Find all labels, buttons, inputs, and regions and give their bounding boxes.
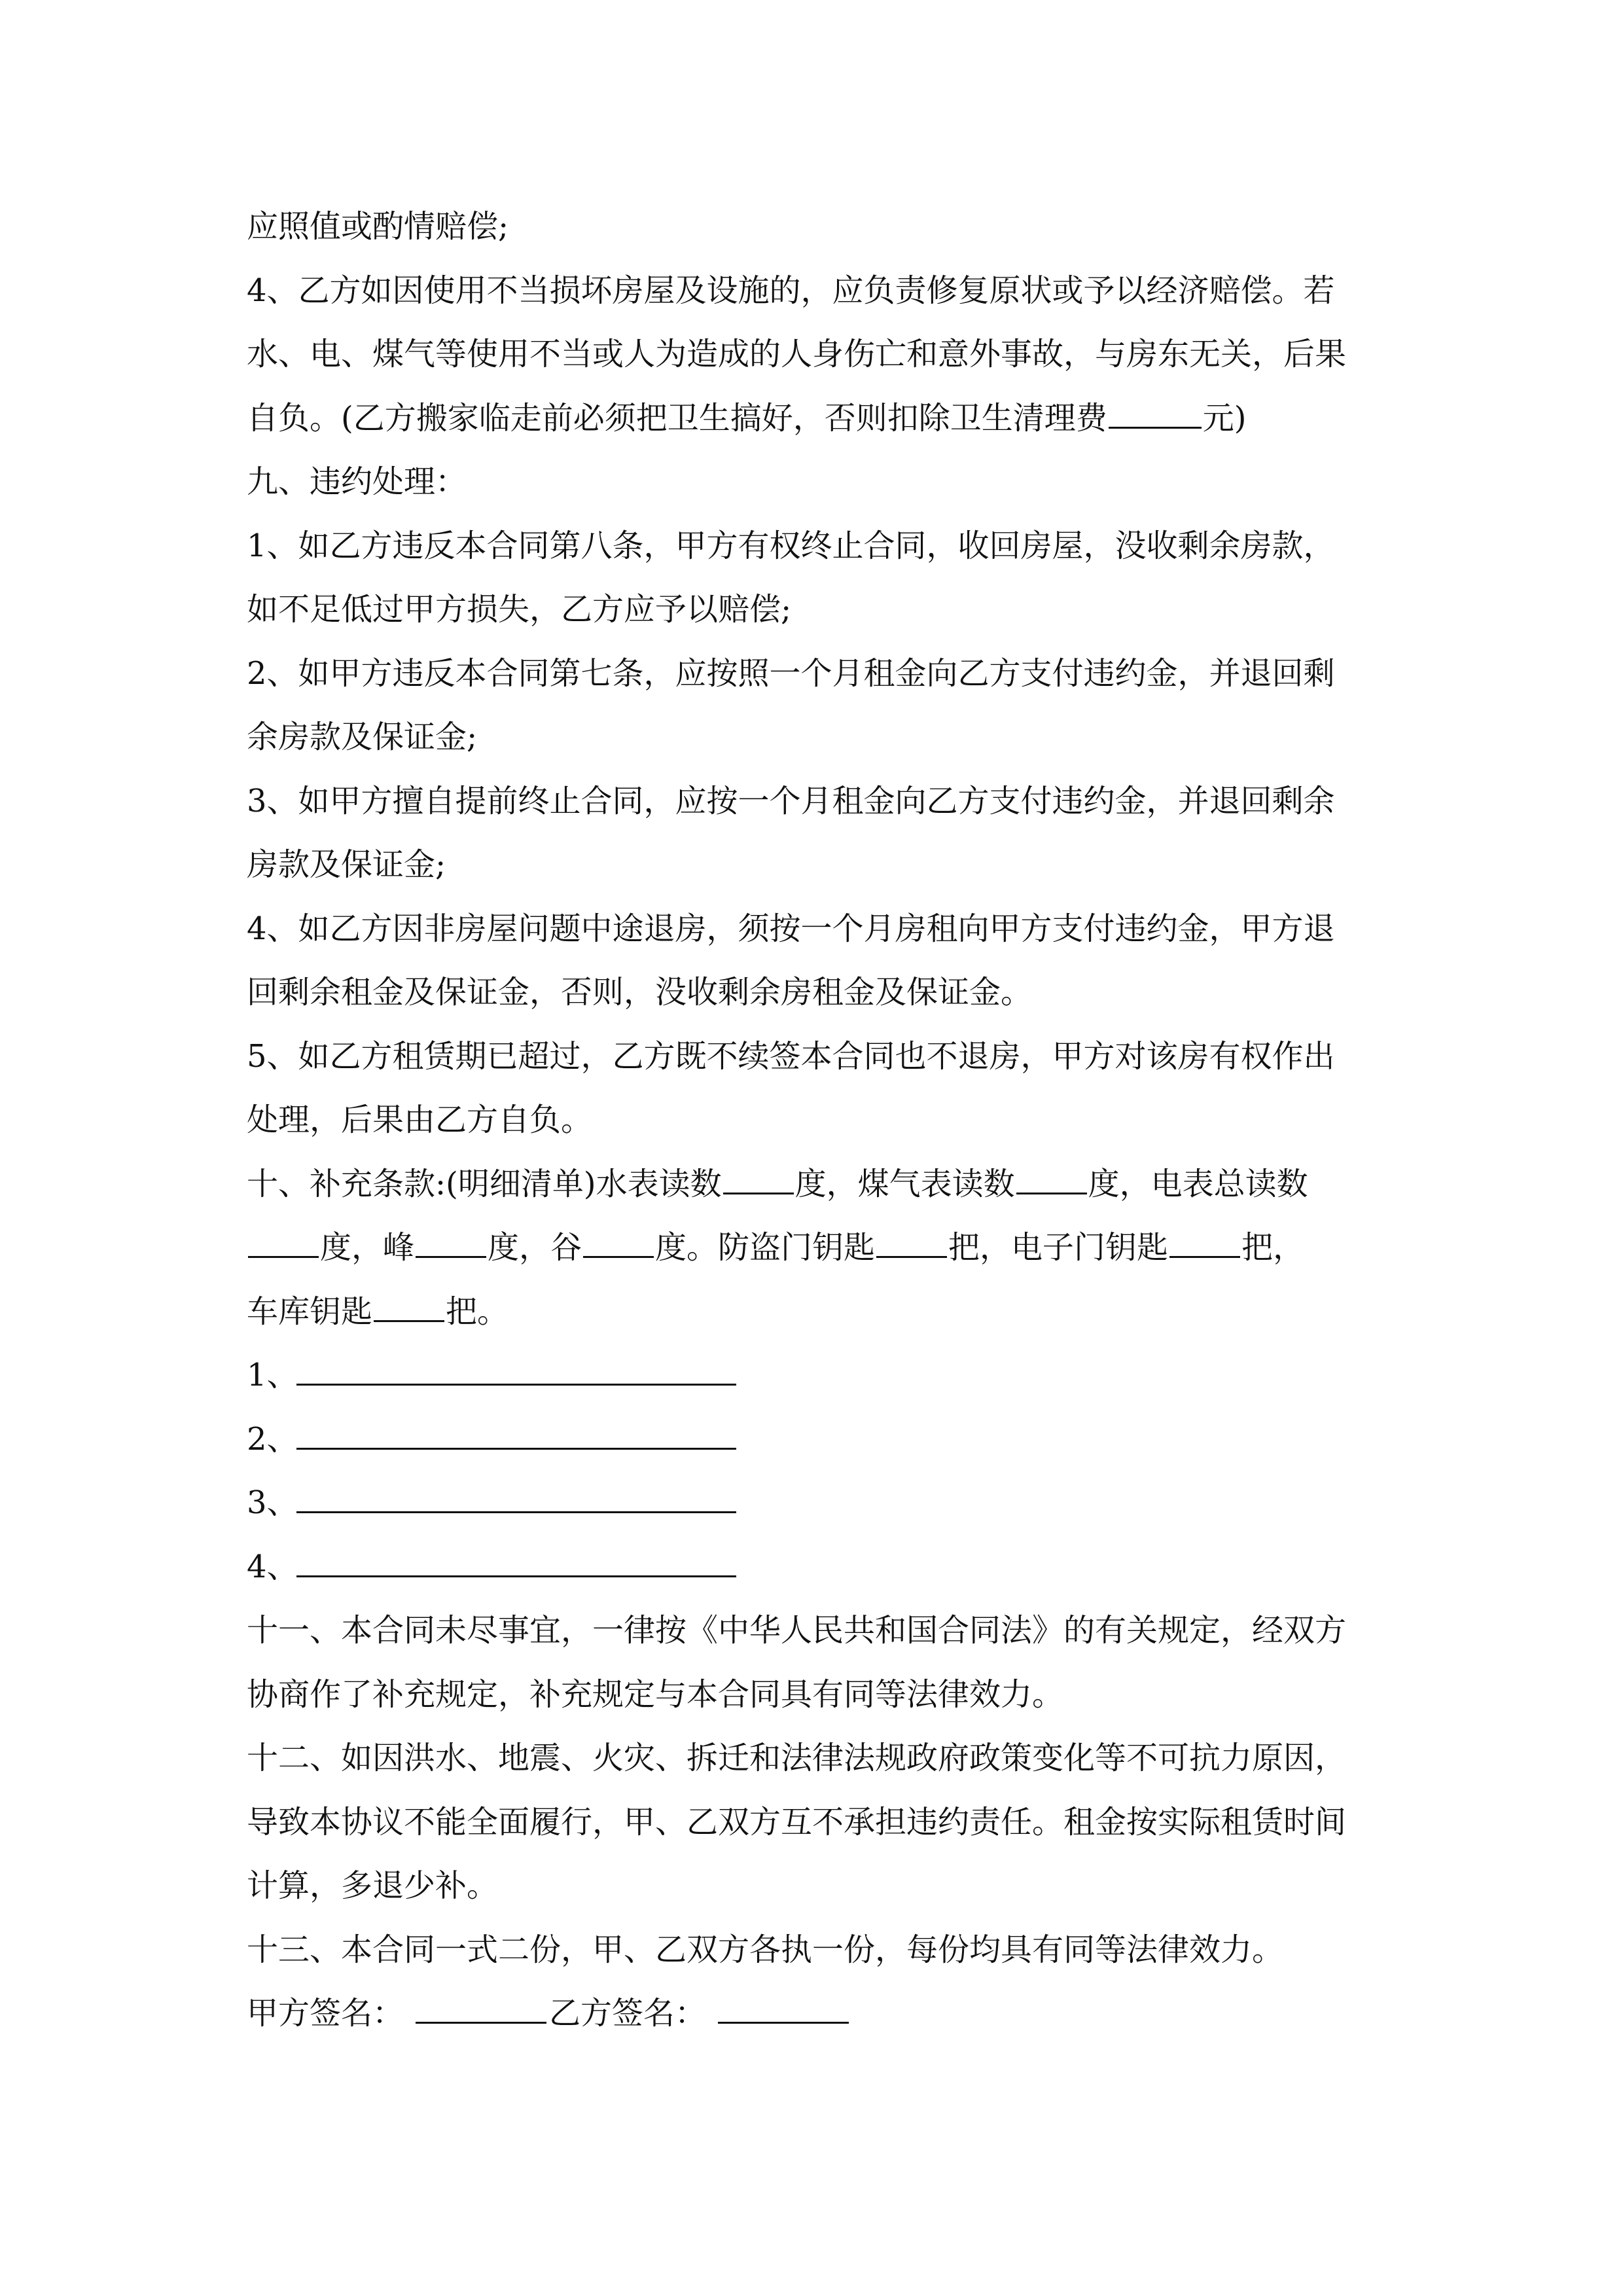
supplement-item-blank[interactable] <box>296 1541 736 1577</box>
section-12-line: 十二、如因洪水、地震、火灾、拆迁和法律法规政府政策变化等不可抗力原因， <box>247 1740 1347 1776</box>
cleanup-fee-blank[interactable] <box>1109 393 1202 429</box>
section-9-line: 余房款及保证金; <box>247 719 478 755</box>
party-b-signature-field[interactable] <box>718 1988 849 2024</box>
section-9-line: 处理，后果由乙方自负。 <box>247 1102 593 1138</box>
section-11-line: 协商作了补充规定，补充规定与本合同具有同等法律效力。 <box>247 1676 1064 1713</box>
section-11-line: 十一、本合同未尽事宜，一律按《中华人民共和国合同法》的有关规定，经双方 <box>247 1612 1347 1649</box>
electronic-door-key-blank[interactable] <box>1169 1222 1240 1258</box>
electric-total-blank[interactable] <box>248 1222 319 1258</box>
section-10-text: 度。防盗门钥匙 <box>655 1229 876 1266</box>
contract-page <box>247 195 1399 2046</box>
supplement-item-blank[interactable] <box>296 1477 736 1513</box>
signature-line <box>247 1982 1399 2046</box>
section-10-text: 度，峰 <box>320 1229 415 1266</box>
section-10-line-1 <box>247 1153 1399 1217</box>
gas-meter-blank[interactable] <box>1016 1158 1087 1194</box>
section-9-line: 3、如甲方擅自提前终止合同，应按一个月租金向乙方支付违约金，并退回剩余 <box>247 782 1335 819</box>
party-a-signature-field[interactable] <box>416 1988 546 2024</box>
section-12-line: 计算，多退少补。 <box>247 1867 499 1904</box>
garage-key-blank[interactable] <box>374 1286 444 1322</box>
supplement-item <box>247 1344 1399 1408</box>
section-9-line: 房款及保证金; <box>247 846 446 883</box>
electric-peak-blank[interactable] <box>416 1222 486 1258</box>
section-10-text: 把，电子门钥匙 <box>948 1229 1169 1266</box>
electric-valley-blank[interactable] <box>583 1222 654 1258</box>
cleanup-fee-text: 自负。(乙方搬家临走前必须把卫生搞好，否则扣除卫生清理费 <box>247 399 1107 437</box>
section-9-line: 2、如甲方违反本合同第七条，应按照一个月租金向乙方支付违约金，并退回剩 <box>247 655 1335 692</box>
section-10-text: 把。 <box>446 1293 509 1330</box>
supplement-item-blank[interactable] <box>296 1414 736 1450</box>
section-10-line-2 <box>247 1216 1399 1280</box>
supplement-item-number: 3、 <box>247 1484 298 1521</box>
section-10-text: 度，电表总读数 <box>1088 1165 1308 1202</box>
cleanup-fee-unit: 元) <box>1202 399 1247 437</box>
section-9-line: 1、如乙方违反本合同第八条，甲方有权终止合同，收回房屋，没收剩余房款， <box>247 527 1335 564</box>
text-line: 4、乙方如因使用不当损坏房屋及设施的，应负责修复原状或予以经济赔偿。若 <box>247 272 1335 309</box>
section-10-text: 把， <box>1241 1229 1305 1266</box>
supplement-item <box>247 1471 1399 1535</box>
supplement-item-number: 4、 <box>247 1548 298 1585</box>
section-10-line-3 <box>247 1280 1399 1344</box>
section-9-line: 如不足低过甲方损失，乙方应予以赔偿; <box>247 591 792 628</box>
party-a-signature-label: 甲方签名： <box>247 1995 404 2032</box>
water-meter-blank[interactable] <box>723 1158 794 1194</box>
section-10-text: 度，谷 <box>488 1229 582 1266</box>
text-line: 水、电、煤气等使用不当或人为造成的人身伤亡和意外事故，与房东无关，后果 <box>247 336 1347 372</box>
section-9-line: 4、如乙方因非房屋问题中途退房，须按一个月房租向甲方支付违约金，甲方退 <box>247 910 1335 947</box>
supplement-item <box>247 1408 1399 1472</box>
section-10-text: 度，煤气表读数 <box>794 1165 1015 1202</box>
text-line: 应照值或酌情赔偿; <box>247 208 509 245</box>
supplement-item <box>247 1535 1399 1600</box>
security-door-key-blank[interactable] <box>876 1222 947 1258</box>
supplement-item-number: 1、 <box>247 1357 298 1393</box>
supplement-item-blank[interactable] <box>296 1350 736 1386</box>
section-9-line: 5、如乙方租赁期已超过，乙方既不续签本合同也不退房，甲方对该房有权作出 <box>247 1037 1335 1075</box>
supplement-item-number: 2、 <box>247 1420 298 1458</box>
section-12-line: 导致本协议不能全面履行，甲、乙双方互不承担违约责任。租金按实际租赁时间 <box>247 1803 1347 1840</box>
section-9-heading: 九、违约处理： <box>247 463 467 500</box>
section-9-line: 回剩余租金及保证金，否则，没收剩余房租金及保证金。 <box>247 974 1033 1011</box>
section-10-text: 车库钥匙 <box>247 1293 373 1330</box>
section-10-text: 十、补充条款:(明细清单)水表读数 <box>247 1165 722 1202</box>
party-b-signature-label: 乙方签名： <box>549 1995 707 2032</box>
section-13-line: 十三、本合同一式二份，甲、乙双方各执一份，每份均具有同等法律效力。 <box>247 1931 1284 1968</box>
cleanup-fee-line <box>247 387 1399 451</box>
